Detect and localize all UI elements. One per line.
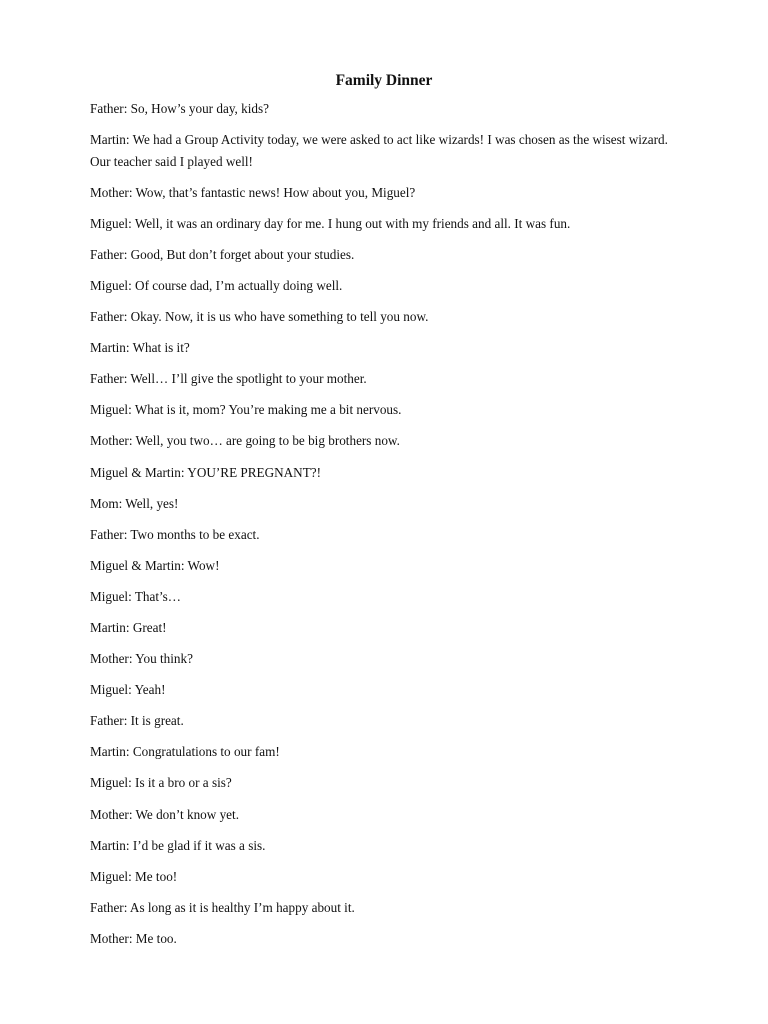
dialogue-line: Mom: Well, yes! [90, 495, 179, 511]
dialogue-line: Father: So, How’s your day, kids? [90, 101, 269, 116]
dialogue-line: Miguel: Is it a bro or a sis? [90, 775, 232, 791]
dialogue-line: Father: Well… I’ll give the spotlight to your mother. [90, 371, 367, 387]
dialogue-line: Miguel: Well, it was an ordinary day for me. I hung out with my friends and all. It was fun. [90, 215, 571, 231]
dialogue-line: Miguel: Of course dad, I’m actually doing well. [90, 277, 343, 293]
dialogue-line: Father: As long as it is healthy I’m happy about it. [90, 899, 355, 915]
dialogue-line: Martin: We had a Group Activity today, we were asked to act like wizards! I was chosen as the wisest wizard. Our teacher said I played well! [90, 132, 668, 169]
dialogue-line: Miguel & Martin: YOU’RE PREGNANT?! [90, 464, 321, 480]
dialogue-line: Mother: We don’t know yet. [90, 806, 239, 822]
dialogue-line: Martin: Congratulations to our fam! [90, 744, 280, 760]
dialogue-body [90, 98, 680, 959]
dialogue-line: Martin: What is it? [90, 340, 190, 356]
dialogue-line: Miguel & Martin: Wow! [90, 557, 220, 573]
dialogue-line: Father: It is great. [90, 713, 184, 729]
dialogue-line: Miguel: Me too! [90, 868, 178, 884]
dialogue-line: Father: Okay. Now, it is us who have something to tell you now. [90, 309, 429, 325]
dialogue-line: Mother: You think? [90, 651, 193, 667]
dialogue-line: Mother: Me too. [90, 930, 177, 946]
dialogue-line: Miguel: That’s… [90, 588, 181, 604]
dialogue-line: Martin: Great! [90, 620, 167, 635]
dialogue-line: Father: Two months to be exact. [90, 526, 260, 542]
dialogue-line: Father: Good, But don’t forget about your studies. [90, 246, 355, 262]
dialogue-line: Mother: Wow, that’s fantastic news! How about you, Miguel? [90, 184, 416, 200]
document-title: Family Dinner [335, 72, 433, 89]
dialogue-line: Martin: I’d be glad if it was a sis. [90, 837, 266, 853]
dialogue-line: Miguel: Yeah! [90, 682, 166, 698]
dialogue-line: Mother: Well, you two… are going to be big brothers now. [90, 433, 400, 449]
dialogue-line: Miguel: What is it, mom? You’re making me a bit nervous. [90, 402, 402, 418]
